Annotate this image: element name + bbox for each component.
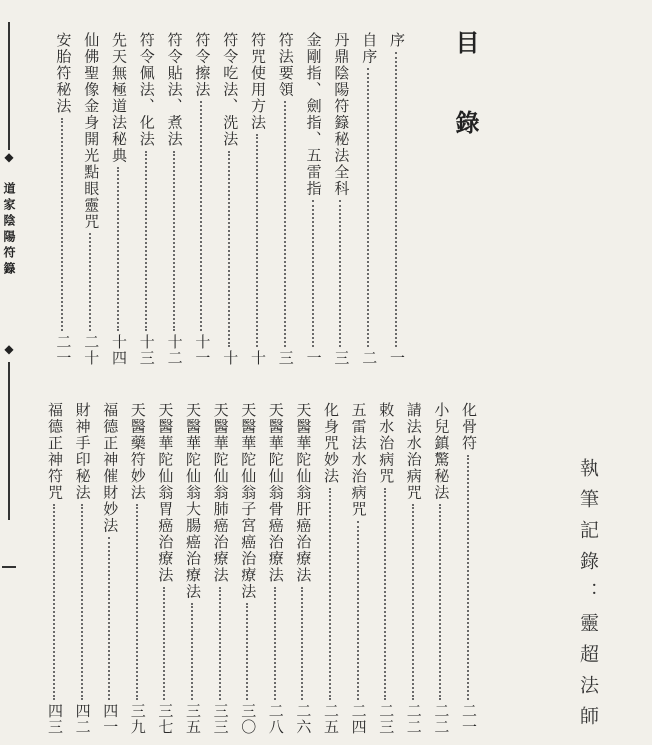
toc-page-number: 二四 bbox=[349, 703, 368, 735]
page-title: 目錄 bbox=[451, 30, 480, 190]
toc-page-number: 四三 bbox=[46, 703, 64, 735]
margin-rule-bottom bbox=[8, 362, 10, 520]
toc-entry bbox=[219, 32, 241, 366]
toc-entry bbox=[182, 402, 204, 735]
toc-entry bbox=[430, 402, 452, 735]
toc-entry bbox=[210, 402, 232, 735]
toc-dot-leader bbox=[439, 504, 443, 700]
toc-entry-title: 符令貼法、煮法 bbox=[165, 32, 184, 148]
toc-entry bbox=[403, 402, 425, 735]
toc-dot-leader bbox=[191, 603, 195, 700]
toc-page-number: 十二 bbox=[165, 334, 184, 366]
toc-dot-leader bbox=[384, 488, 388, 701]
toc-entry bbox=[348, 402, 370, 735]
toc-entry bbox=[386, 32, 408, 366]
toc-entry-title: 五雷法水治病咒 bbox=[349, 402, 368, 518]
toc-entry-title: 天醫華陀仙翁大腸癌治療法 bbox=[184, 402, 202, 600]
toc-entry-title: 福德正神符咒 bbox=[46, 402, 64, 501]
toc-page-number: 二三 bbox=[377, 703, 396, 735]
toc-dot-leader bbox=[53, 504, 57, 700]
toc-page-number: 三〇 bbox=[239, 703, 258, 735]
toc-entry bbox=[136, 32, 158, 366]
toc-entry-title: 自序 bbox=[360, 32, 379, 65]
toc-page-number: 三 bbox=[332, 350, 351, 366]
toc-page-number: 三五 bbox=[184, 703, 202, 735]
toc-page-number: 二二 bbox=[432, 703, 451, 735]
toc-dot-leader bbox=[274, 587, 278, 701]
toc-page-number: 二五 bbox=[322, 703, 340, 735]
toc-entry bbox=[237, 402, 259, 735]
toc-entry-title: 小兒鎮驚秘法 bbox=[432, 402, 451, 501]
toc-dot-leader bbox=[228, 151, 232, 348]
toc-dot-leader bbox=[117, 167, 121, 331]
toc-dot-leader bbox=[256, 134, 260, 347]
toc-entry bbox=[358, 32, 380, 366]
toc-entry-title: 丹鼎陰陽符籙秘法全科 bbox=[332, 32, 351, 197]
margin-diamond-bottom: ◆ bbox=[4, 342, 14, 356]
toc-entry-title: 天醫藥符妙法 bbox=[128, 402, 147, 501]
margin-tick bbox=[2, 566, 16, 568]
toc-dot-leader bbox=[81, 504, 85, 700]
toc-entry bbox=[292, 402, 314, 735]
toc-dot-leader bbox=[339, 200, 343, 347]
author-credit: 執筆記錄：靈超法師 bbox=[577, 458, 599, 737]
toc-page-number: 三九 bbox=[128, 703, 147, 735]
toc-page-number: 十一 bbox=[193, 334, 212, 366]
toc-entry bbox=[303, 32, 325, 366]
toc-dot-leader bbox=[246, 603, 250, 700]
toc-page-number: 四一 bbox=[101, 703, 120, 735]
toc-entry-title: 符令吃法、洗法 bbox=[221, 32, 240, 148]
toc-dot-leader bbox=[284, 101, 288, 347]
toc-entry bbox=[320, 402, 342, 735]
toc-dot-leader bbox=[219, 587, 223, 701]
toc-entry bbox=[72, 402, 94, 735]
toc-dot-leader bbox=[395, 52, 399, 348]
toc-entry-title: 天醫華陀仙翁子宮癌治療法 bbox=[239, 402, 258, 600]
toc-entry-title: 敕水治病咒 bbox=[377, 402, 396, 485]
toc-entry-title: 先天無極道法秘典 bbox=[110, 32, 128, 164]
toc-entry-title: 符咒使用方法 bbox=[249, 32, 267, 131]
toc-entry-title: 符令佩法、化法 bbox=[137, 32, 156, 148]
toc-dot-leader bbox=[329, 488, 333, 701]
toc-dot-leader bbox=[163, 587, 167, 701]
toc-entry bbox=[275, 32, 297, 366]
toc-page-number: 一 bbox=[388, 350, 406, 366]
toc-entry bbox=[52, 32, 74, 366]
toc-page-number: 十 bbox=[221, 350, 240, 366]
toc-entry-title: 天醫華陀仙翁胃癌治療法 bbox=[156, 402, 175, 584]
toc-entry-title: 化身咒妙法 bbox=[322, 402, 340, 485]
toc-entry bbox=[127, 402, 149, 735]
toc-entry-title: 天醫華陀仙翁骨癌治療法 bbox=[266, 402, 285, 584]
toc-entry bbox=[330, 32, 352, 366]
toc-page-number: 二一 bbox=[54, 334, 73, 366]
toc-page-number: 二一 bbox=[460, 703, 478, 735]
toc-entry-title: 符法要領 bbox=[276, 32, 295, 98]
toc-entry bbox=[265, 402, 287, 735]
toc-entry-title: 福德正神催財妙法 bbox=[101, 402, 120, 534]
toc-page-number: 一 bbox=[304, 350, 323, 366]
toc-dot-leader bbox=[301, 587, 305, 701]
toc-entry bbox=[375, 402, 397, 735]
toc-page-number: 二六 bbox=[294, 703, 313, 735]
toc-entry-title: 仙佛聖像金身開光點眼靈咒 bbox=[82, 32, 101, 230]
toc-entry-title: 安胎符秘法 bbox=[54, 32, 73, 115]
toc-dot-leader bbox=[136, 504, 140, 700]
margin-diamond-top: ◆ bbox=[4, 150, 14, 164]
toc-dot-leader bbox=[61, 118, 65, 332]
toc-entry-title: 化骨符 bbox=[460, 402, 478, 452]
toc-page-number: 十四 bbox=[110, 334, 128, 366]
toc-page-number: 二二 bbox=[404, 703, 423, 735]
margin-book-title: 道家陰陽符籙 bbox=[2, 182, 16, 278]
toc-entry bbox=[458, 402, 480, 735]
toc-dot-leader bbox=[357, 521, 361, 701]
margin-rule-top bbox=[8, 22, 10, 150]
toc-page-number: 二八 bbox=[266, 703, 285, 735]
toc-entry bbox=[44, 402, 66, 735]
toc-entry-title: 金剛指、劍指、五雷指 bbox=[304, 32, 323, 197]
toc-entry bbox=[108, 32, 130, 366]
toc-entry bbox=[247, 32, 269, 366]
toc-page-number: 二十 bbox=[82, 334, 101, 366]
toc-entry bbox=[80, 32, 102, 366]
toc-dot-leader bbox=[367, 68, 371, 347]
toc-entry-title: 天醫華陀仙翁肺癌治療法 bbox=[211, 402, 230, 584]
toc-entry bbox=[191, 32, 213, 366]
toc-dot-leader bbox=[312, 200, 316, 347]
toc-entry-title: 序 bbox=[388, 32, 406, 49]
toc-page-number: 三七 bbox=[156, 703, 175, 735]
toc-page-number: 十 bbox=[249, 350, 267, 366]
toc-entry-title: 請法水治病咒 bbox=[404, 402, 423, 501]
toc-dot-leader bbox=[200, 101, 204, 331]
toc-page-number: 二 bbox=[360, 350, 379, 366]
toc-page-number: 四二 bbox=[73, 703, 92, 735]
toc-dot-leader bbox=[467, 455, 471, 701]
toc-dot-leader bbox=[108, 537, 112, 700]
toc-entry-title: 天醫華陀仙翁肝癌治療法 bbox=[294, 402, 313, 584]
toc-entry bbox=[154, 402, 176, 735]
toc-entry-title: 符令擦法 bbox=[193, 32, 212, 98]
toc-dot-leader bbox=[145, 151, 149, 332]
toc-dot-leader bbox=[89, 233, 93, 331]
toc-entry-title: 財神手印秘法 bbox=[73, 402, 92, 501]
toc-dot-leader bbox=[173, 151, 177, 332]
toc-page-number: 十三 bbox=[137, 334, 156, 366]
toc-page-number: 三 bbox=[276, 350, 295, 366]
toc-page-number: 三三 bbox=[211, 703, 230, 735]
toc-dot-leader bbox=[412, 504, 416, 700]
toc-entry bbox=[164, 32, 186, 366]
toc-entry bbox=[99, 402, 121, 735]
